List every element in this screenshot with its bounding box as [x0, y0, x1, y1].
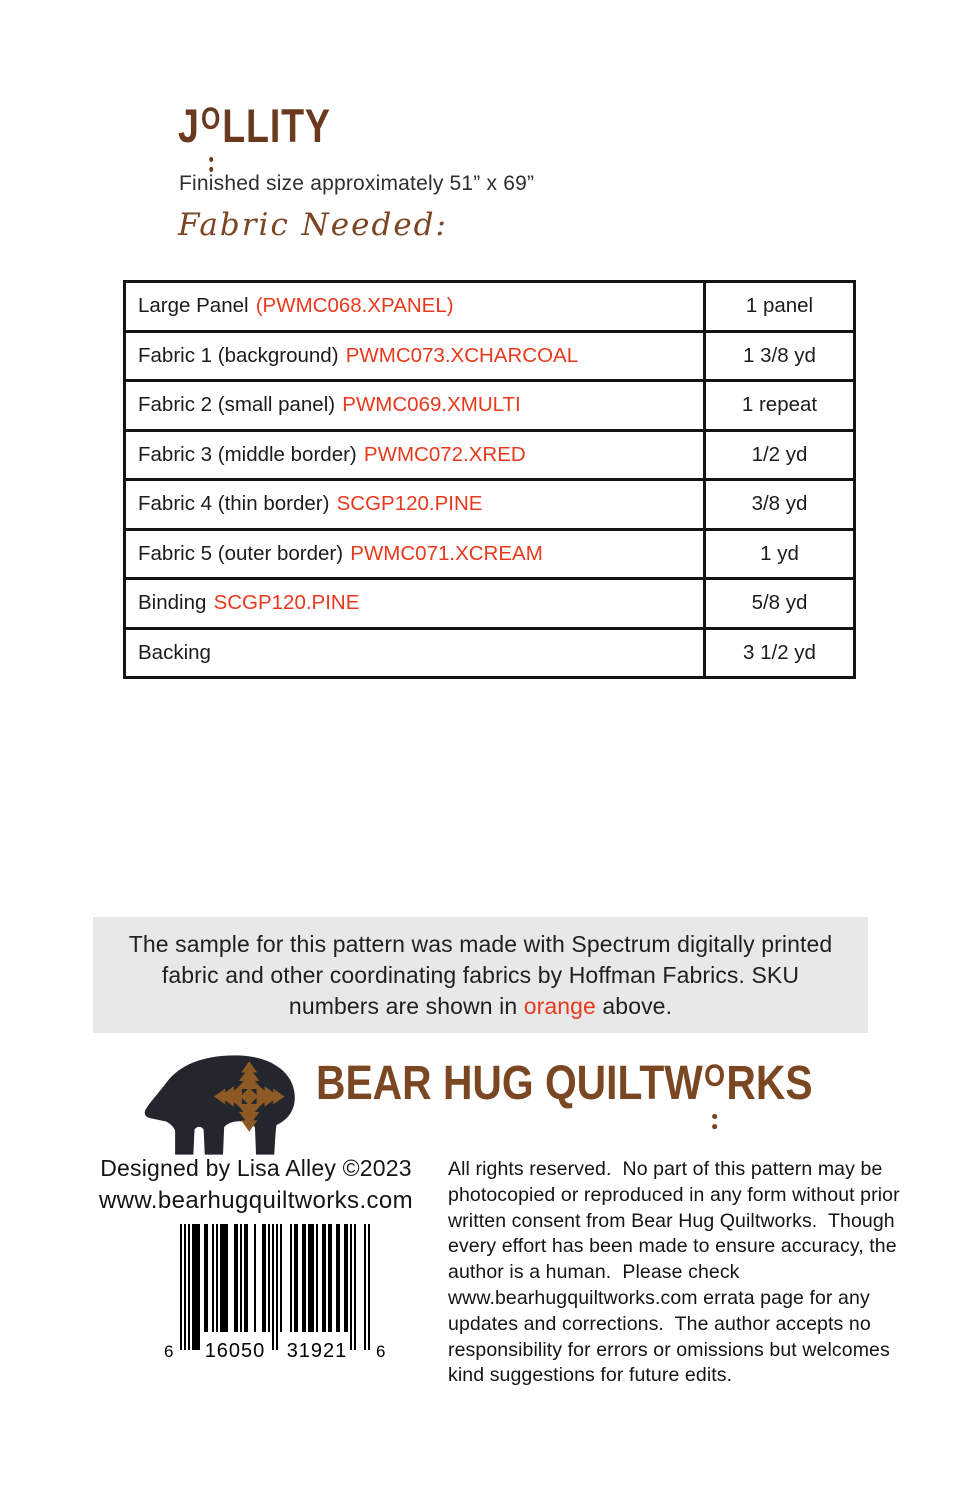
- barcode-digit-left: 6: [164, 1342, 175, 1361]
- fabric-cell: [125, 529, 705, 579]
- fabric-sku: PWMC073.XCHARCOAL: [345, 343, 579, 367]
- fabric-label: Fabric 5 (outer border): [138, 541, 344, 565]
- amount-cell: 3 1/2 yd: [705, 628, 855, 678]
- fabric-label: Fabric 4 (thin border): [138, 492, 330, 516]
- fabric-cell: [125, 430, 705, 480]
- fabric-cell: [125, 579, 705, 629]
- bear-logo-icon: [136, 1044, 310, 1158]
- fabric-sku: PWMC072.XRED: [363, 442, 526, 466]
- fabric-sku: SCGP120.PINE: [336, 492, 483, 516]
- amount-cell: 1 yd: [705, 529, 855, 579]
- sample-note-text: [128, 929, 834, 1022]
- fabric-cell: [125, 282, 705, 332]
- barcode-digits-right-group: 31921: [286, 1340, 348, 1362]
- table-row: [125, 430, 855, 480]
- fabric-table: [123, 280, 856, 679]
- fabric-sku: PWMC071.XCREAM: [350, 541, 543, 565]
- orange-word: orange: [523, 992, 596, 1019]
- sample-note-box: [93, 917, 868, 1033]
- fabric-cell: [125, 331, 705, 381]
- fabric-cell: [125, 628, 705, 678]
- fabric-label: Binding: [138, 591, 207, 615]
- fabric-sku: PWMC069.XMULTI: [342, 393, 521, 417]
- table-row: [125, 529, 855, 579]
- fabric-label: Large Panel: [138, 294, 249, 318]
- table-row: [125, 628, 855, 678]
- fabric-label: Fabric 2 (small panel): [138, 393, 336, 417]
- finished-size-text: Finished size approximately 51” x 69”: [179, 172, 535, 195]
- fabric-label: Fabric 1 (background): [138, 343, 339, 367]
- designed-by-text: Designed by Lisa Alley ©2023: [100, 1155, 412, 1181]
- logo-wordmark: BEAR HUG QUILTWORKS: [316, 1056, 813, 1110]
- amount-cell: 3/8 yd: [705, 480, 855, 530]
- note-text-before: The sample for this pattern was made with Spectrum digitally printed fabric and other coordinating fabrics by Hoffman Fabrics. SKU numbers are shown in: [128, 930, 833, 1019]
- amount-cell: 5/8 yd: [705, 579, 855, 629]
- amount-cell: 1 panel: [705, 282, 855, 332]
- table-row: [125, 381, 855, 431]
- fabric-sku: (PWMC068.XPANEL): [255, 294, 454, 318]
- fabric-cell: [125, 480, 705, 530]
- table-row: [125, 282, 855, 332]
- fabric-label: Backing: [138, 640, 211, 664]
- fabric-cell: [125, 381, 705, 431]
- barcode-digits-left-group: 16050: [204, 1340, 266, 1362]
- table-row: [125, 579, 855, 629]
- barcode-digit-right: 6: [376, 1342, 387, 1361]
- website-url: www.bearhugquiltworks.com: [98, 1187, 414, 1214]
- note-text-after: above.: [595, 992, 673, 1019]
- rights-paragraph: All rights reserved. No part of this pattern may be photocopied or reproduced in any form without prior written consent from Bear Hug Quiltworks. Though every effort has been made to ensure accuracy, the author is a human. Please check www.bearhugquiltworks.com errata page for any updates and corrections. The author accepts no responsibility for errors or omissions but welcomes kind suggestions for future edits.: [448, 1158, 906, 1387]
- amount-cell: 1 3/8 yd: [705, 331, 855, 381]
- barcode-bars: [180, 1224, 370, 1350]
- fabric-label: Fabric 3 (middle border): [138, 442, 357, 466]
- fabric-needed-heading: Fabric Needed:: [178, 207, 448, 243]
- table-row: [125, 331, 855, 381]
- amount-cell: 1 repeat: [705, 381, 855, 431]
- fabric-sku: SCGP120.PINE: [213, 591, 360, 615]
- quilt-title: JOLLITY: [178, 99, 331, 152]
- amount-cell: 1/2 yd: [705, 430, 855, 480]
- table-row: [125, 480, 855, 530]
- upc-barcode: [164, 1224, 387, 1374]
- credits-block: [60, 1155, 452, 1215]
